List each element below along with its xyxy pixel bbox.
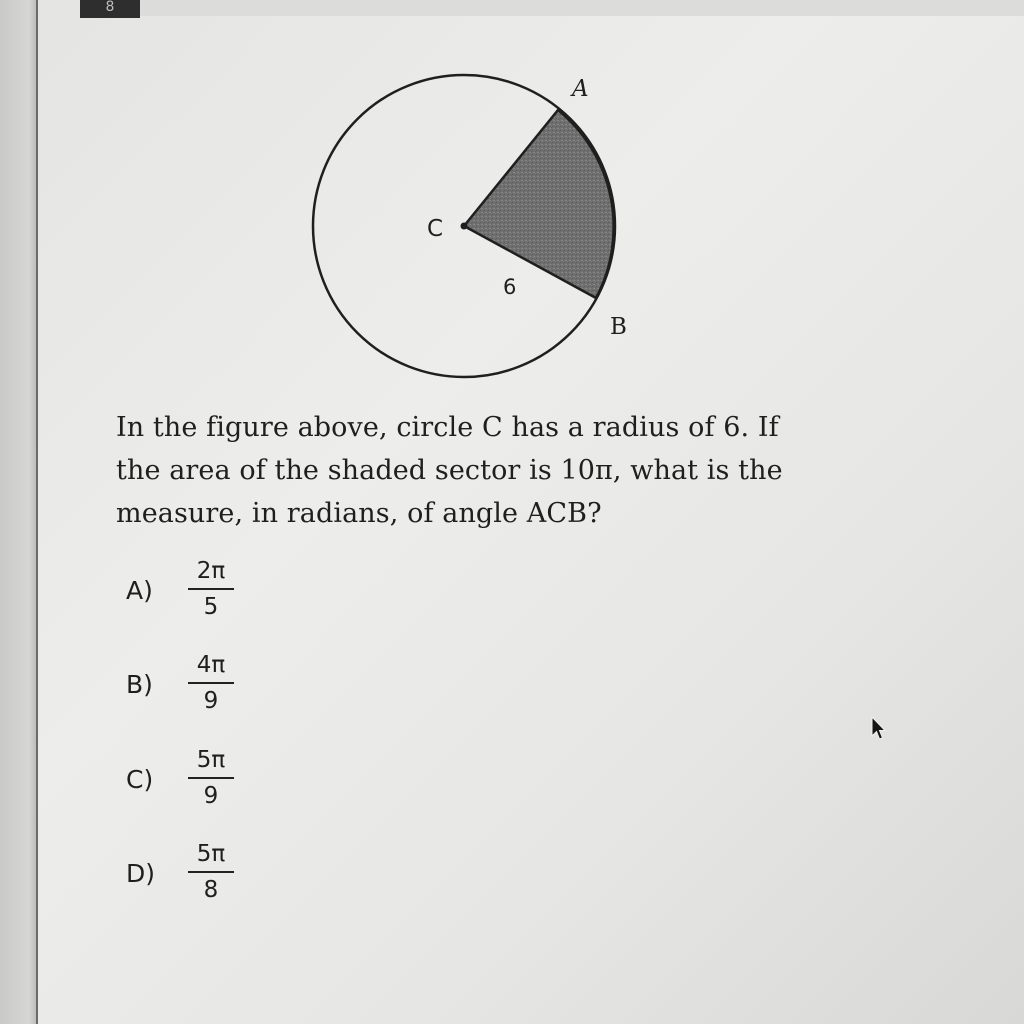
choice-letter: A) (126, 576, 153, 605)
center-label: C (427, 216, 444, 242)
top-strip (140, 0, 1024, 16)
choice-a[interactable] (0, 556, 300, 646)
point-b-label: B (610, 314, 627, 340)
question-number-tab[interactable] (80, 0, 140, 18)
fraction-numerator: 5π (196, 841, 226, 867)
question-line-2: the area of the shaded sector is 10π, what is the (116, 455, 783, 486)
fraction-bar (188, 588, 234, 590)
fraction-denominator: 9 (203, 783, 219, 809)
fraction-numerator: 5π (196, 747, 226, 773)
question-line-1: In the figure above, circle C has a radius of 6. If (116, 412, 779, 443)
question-number: 8 (105, 0, 115, 15)
fraction-bar (188, 777, 234, 779)
choice-letter: C) (126, 765, 154, 794)
choice-fraction (186, 556, 236, 622)
mouse-pointer-icon (870, 716, 886, 742)
fraction-bar (188, 682, 234, 684)
choice-b[interactable] (0, 650, 300, 740)
radius-label: 6 (503, 275, 517, 299)
choice-letter: D) (126, 859, 156, 888)
point-a-label: A (572, 76, 589, 102)
fraction-denominator: 9 (203, 688, 219, 714)
center-point (461, 223, 468, 230)
fraction-denominator: 8 (203, 877, 219, 903)
question-line-3: measure, in radians, of angle ACB? (116, 498, 602, 529)
choice-fraction (186, 839, 236, 905)
choice-d[interactable] (0, 839, 300, 929)
choice-letter: B) (126, 670, 153, 699)
shaded-sector (464, 110, 614, 298)
fraction-bar (188, 871, 234, 873)
circle-figure (290, 60, 650, 390)
question-text (116, 406, 856, 535)
fraction-denominator: 5 (203, 594, 219, 620)
fraction-numerator: 4π (196, 652, 226, 678)
choice-c[interactable] (0, 745, 300, 835)
fraction-numerator: 2π (196, 558, 226, 584)
choice-fraction (186, 745, 236, 811)
choice-fraction (186, 650, 236, 716)
